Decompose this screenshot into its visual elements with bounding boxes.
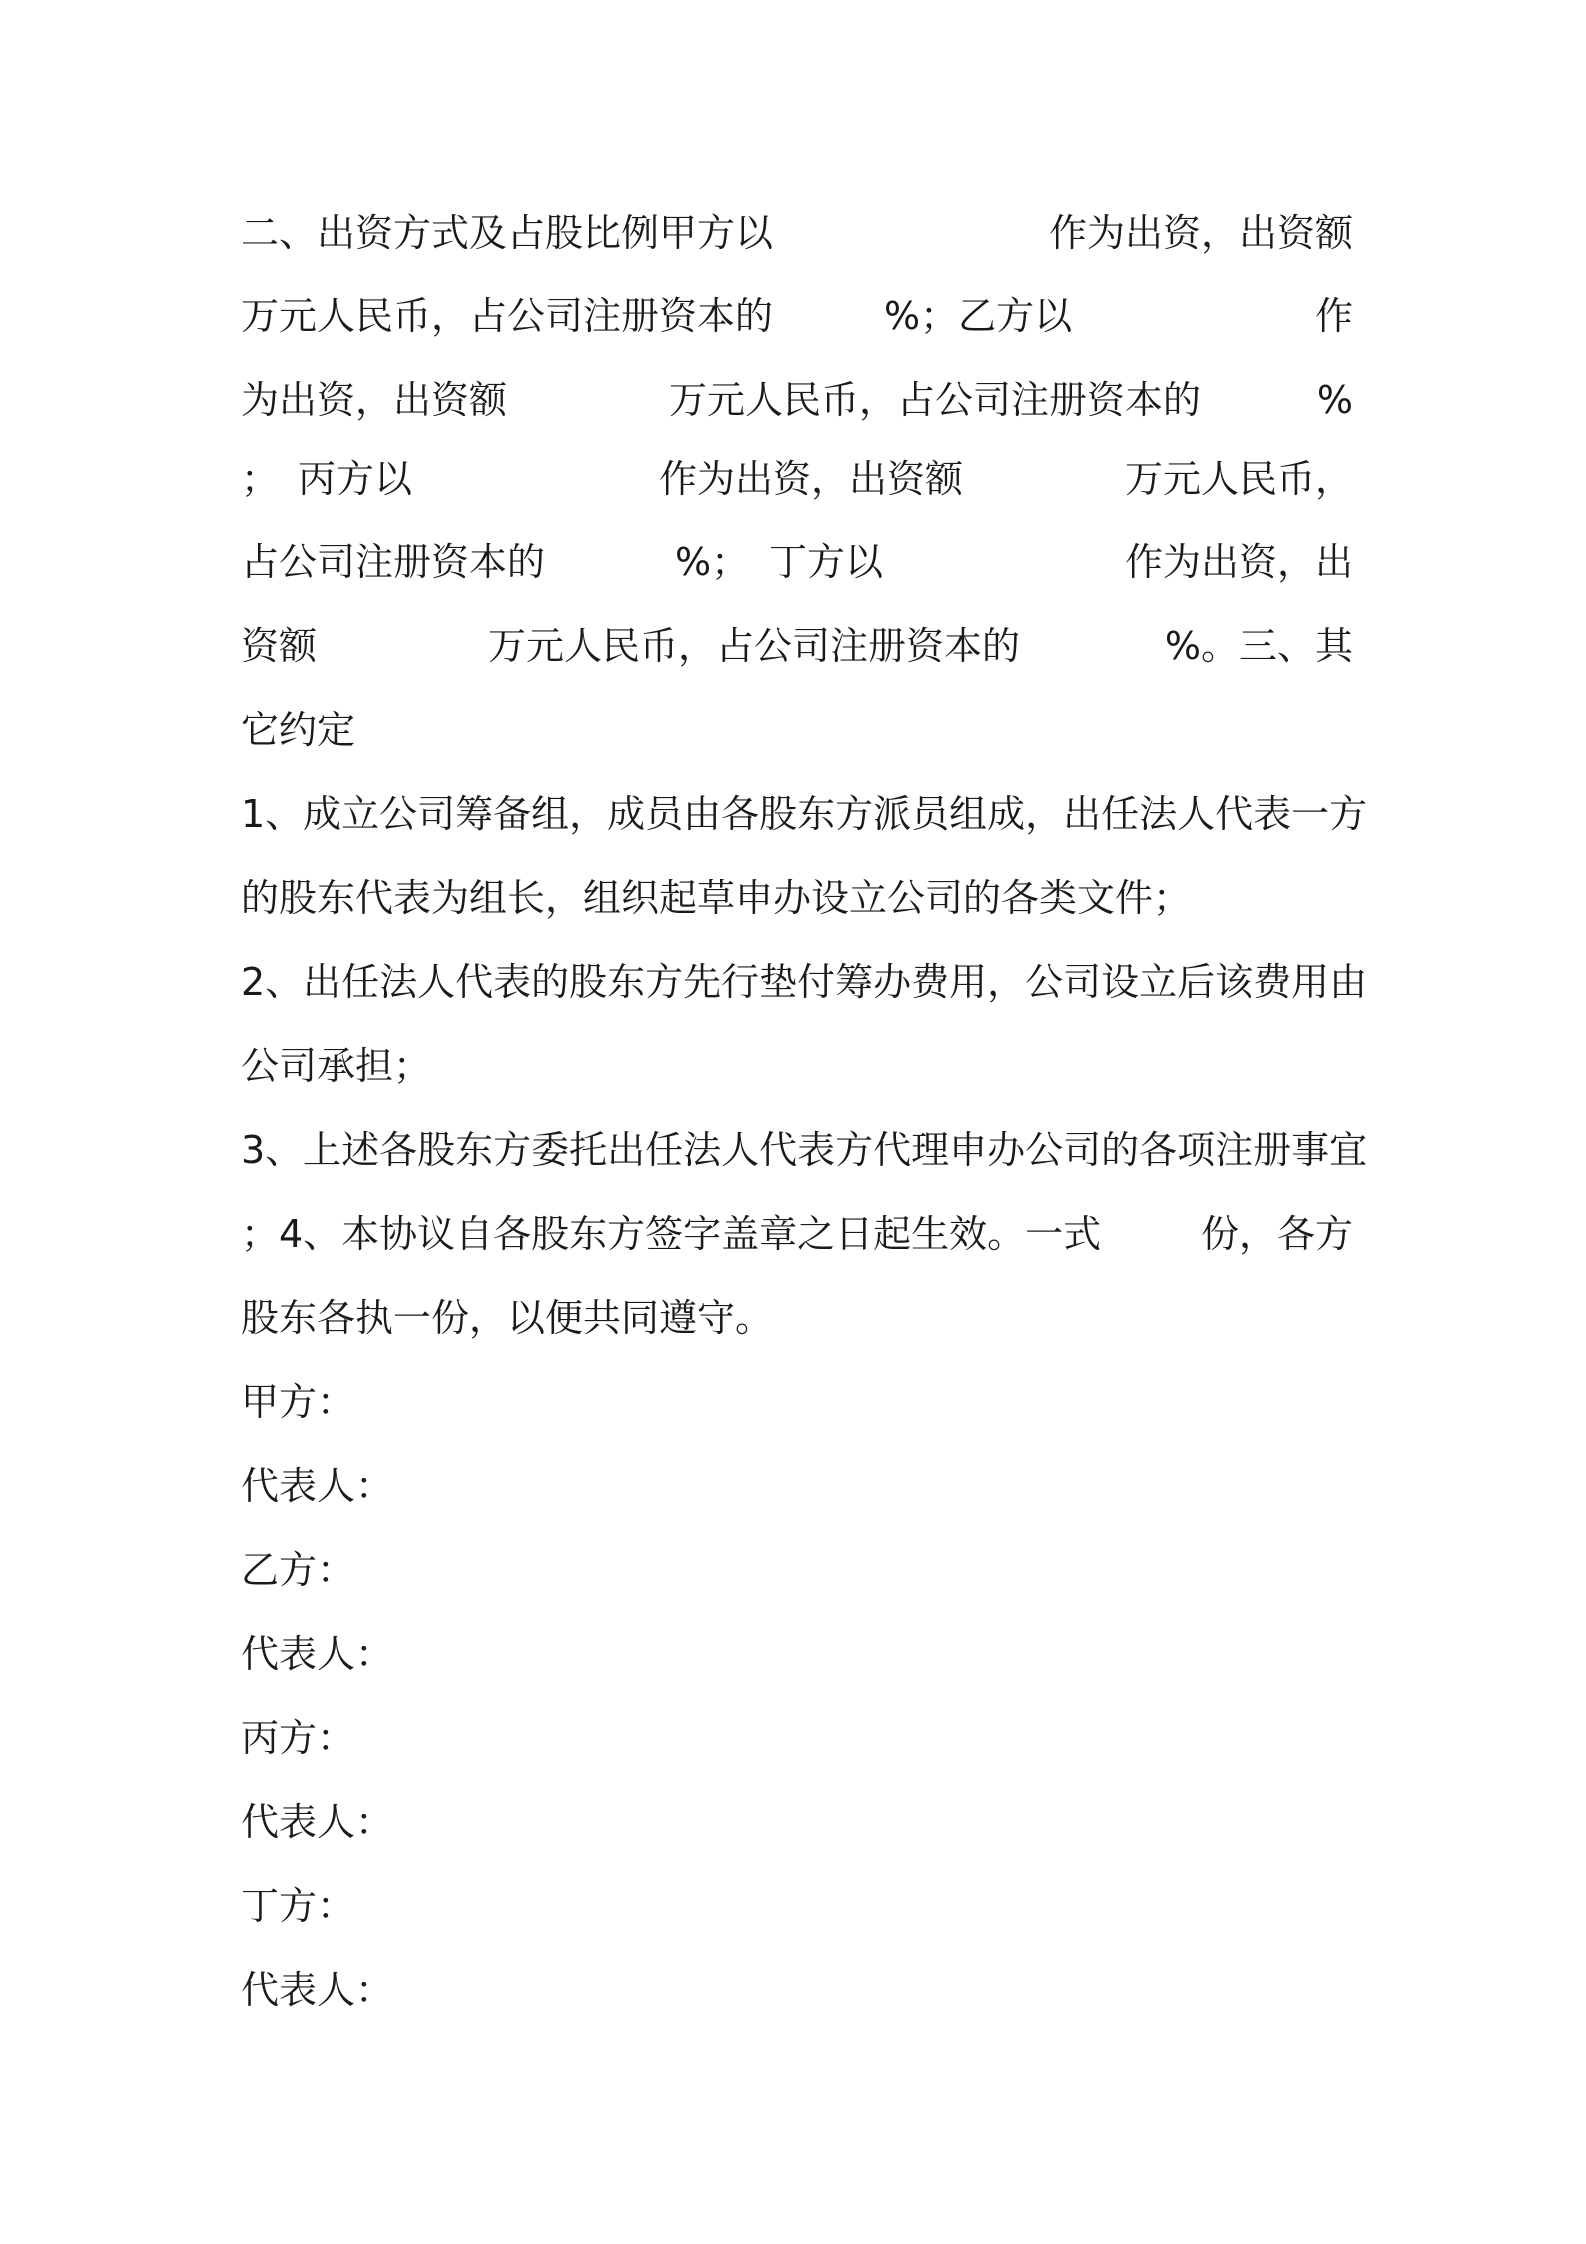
text-line [241,616,1353,676]
representative-label: 代表人： [241,1464,394,1508]
party-label: 丁方： [241,1884,356,1928]
text-line [241,286,1353,346]
representative-label: 代表人： [241,1800,394,1844]
text-segment: %。三、其 [1164,624,1353,668]
text-segment: %； [675,540,750,584]
party-label: 丙方： [241,1716,356,1760]
text-line [241,1036,1353,1096]
text-line [241,868,1353,928]
text-segment: 丙方以 [298,457,413,501]
text-segment: 万元人民币， [1124,457,1353,501]
text-segment: 作 [1314,294,1353,338]
text-segment: 公司承担； [241,1044,432,1088]
party-label: 乙方： [241,1548,356,1592]
text-segment: 万元人民币，占公司注册资本的 [241,294,774,338]
text-line [241,449,1353,509]
text-segment: 万元人民币，占公司注册资本的 [488,624,1021,668]
signature-party-a [241,1372,1353,1432]
signature-rep-d [241,1960,1353,2020]
text-segment: 资额 [241,624,318,668]
text-line [241,1120,1368,1180]
signature-party-c [241,1708,1353,1768]
text-segment: 的股东代表为组长，组织起草申办设立公司的各类文件； [241,876,1192,920]
text-line [241,532,1353,592]
text-segment: 作为出资，出 [1124,540,1353,584]
text-segment: 2、出任法人代表的股东方先行垫付筹办费用，公司设立后该费用由 [241,960,1368,1004]
text-line [241,1288,1353,1348]
text-segment: 万元人民币，占公司注册资本的 [669,378,1202,422]
signature-party-d [241,1876,1353,1936]
representative-label: 代表人： [241,1968,394,2012]
text-segment: 占公司注册资本的 [241,540,546,584]
text-line [241,784,1368,844]
text-segment: 3、上述各股东方委托出任法人代表方代理申办公司的各项注册事宜 [241,1128,1368,1172]
text-segment: 丁方以 [769,540,884,584]
text-segment: 份，各方 [1200,1212,1353,1256]
text-segment: 作为出资，出资额 [659,457,964,501]
representative-label: 代表人： [241,1632,394,1676]
text-segment: % [1316,378,1353,422]
text-line [241,370,1353,430]
text-segment: 1、成立公司筹备组，成员由各股东方派员组成，出任法人代表一方 [241,792,1368,836]
text-segment: 股东各执一份，以便共同遵守。 [241,1296,774,1340]
text-segment: 为出资，出资额 [241,378,508,422]
text-segment: 它约定 [241,708,356,752]
text-segment: 二、出资方式及占股比例甲方以 [241,211,774,255]
text-segment: ；4、本协议自各股东方签字盖章之日起生效。一式 [241,1212,1102,1256]
text-segment: ； [241,457,280,501]
party-label: 甲方： [241,1380,356,1424]
signature-rep-c [241,1792,1353,1852]
signature-rep-b [241,1624,1353,1684]
text-segment: %；乙方以 [884,294,1073,338]
text-line [241,1204,1353,1264]
text-segment: 作为出资，出资额 [1048,211,1353,255]
text-line [241,952,1368,1012]
signature-party-b [241,1540,1353,1600]
signature-rep-a [241,1456,1353,1516]
text-line [241,203,1353,263]
text-line [241,700,1353,760]
